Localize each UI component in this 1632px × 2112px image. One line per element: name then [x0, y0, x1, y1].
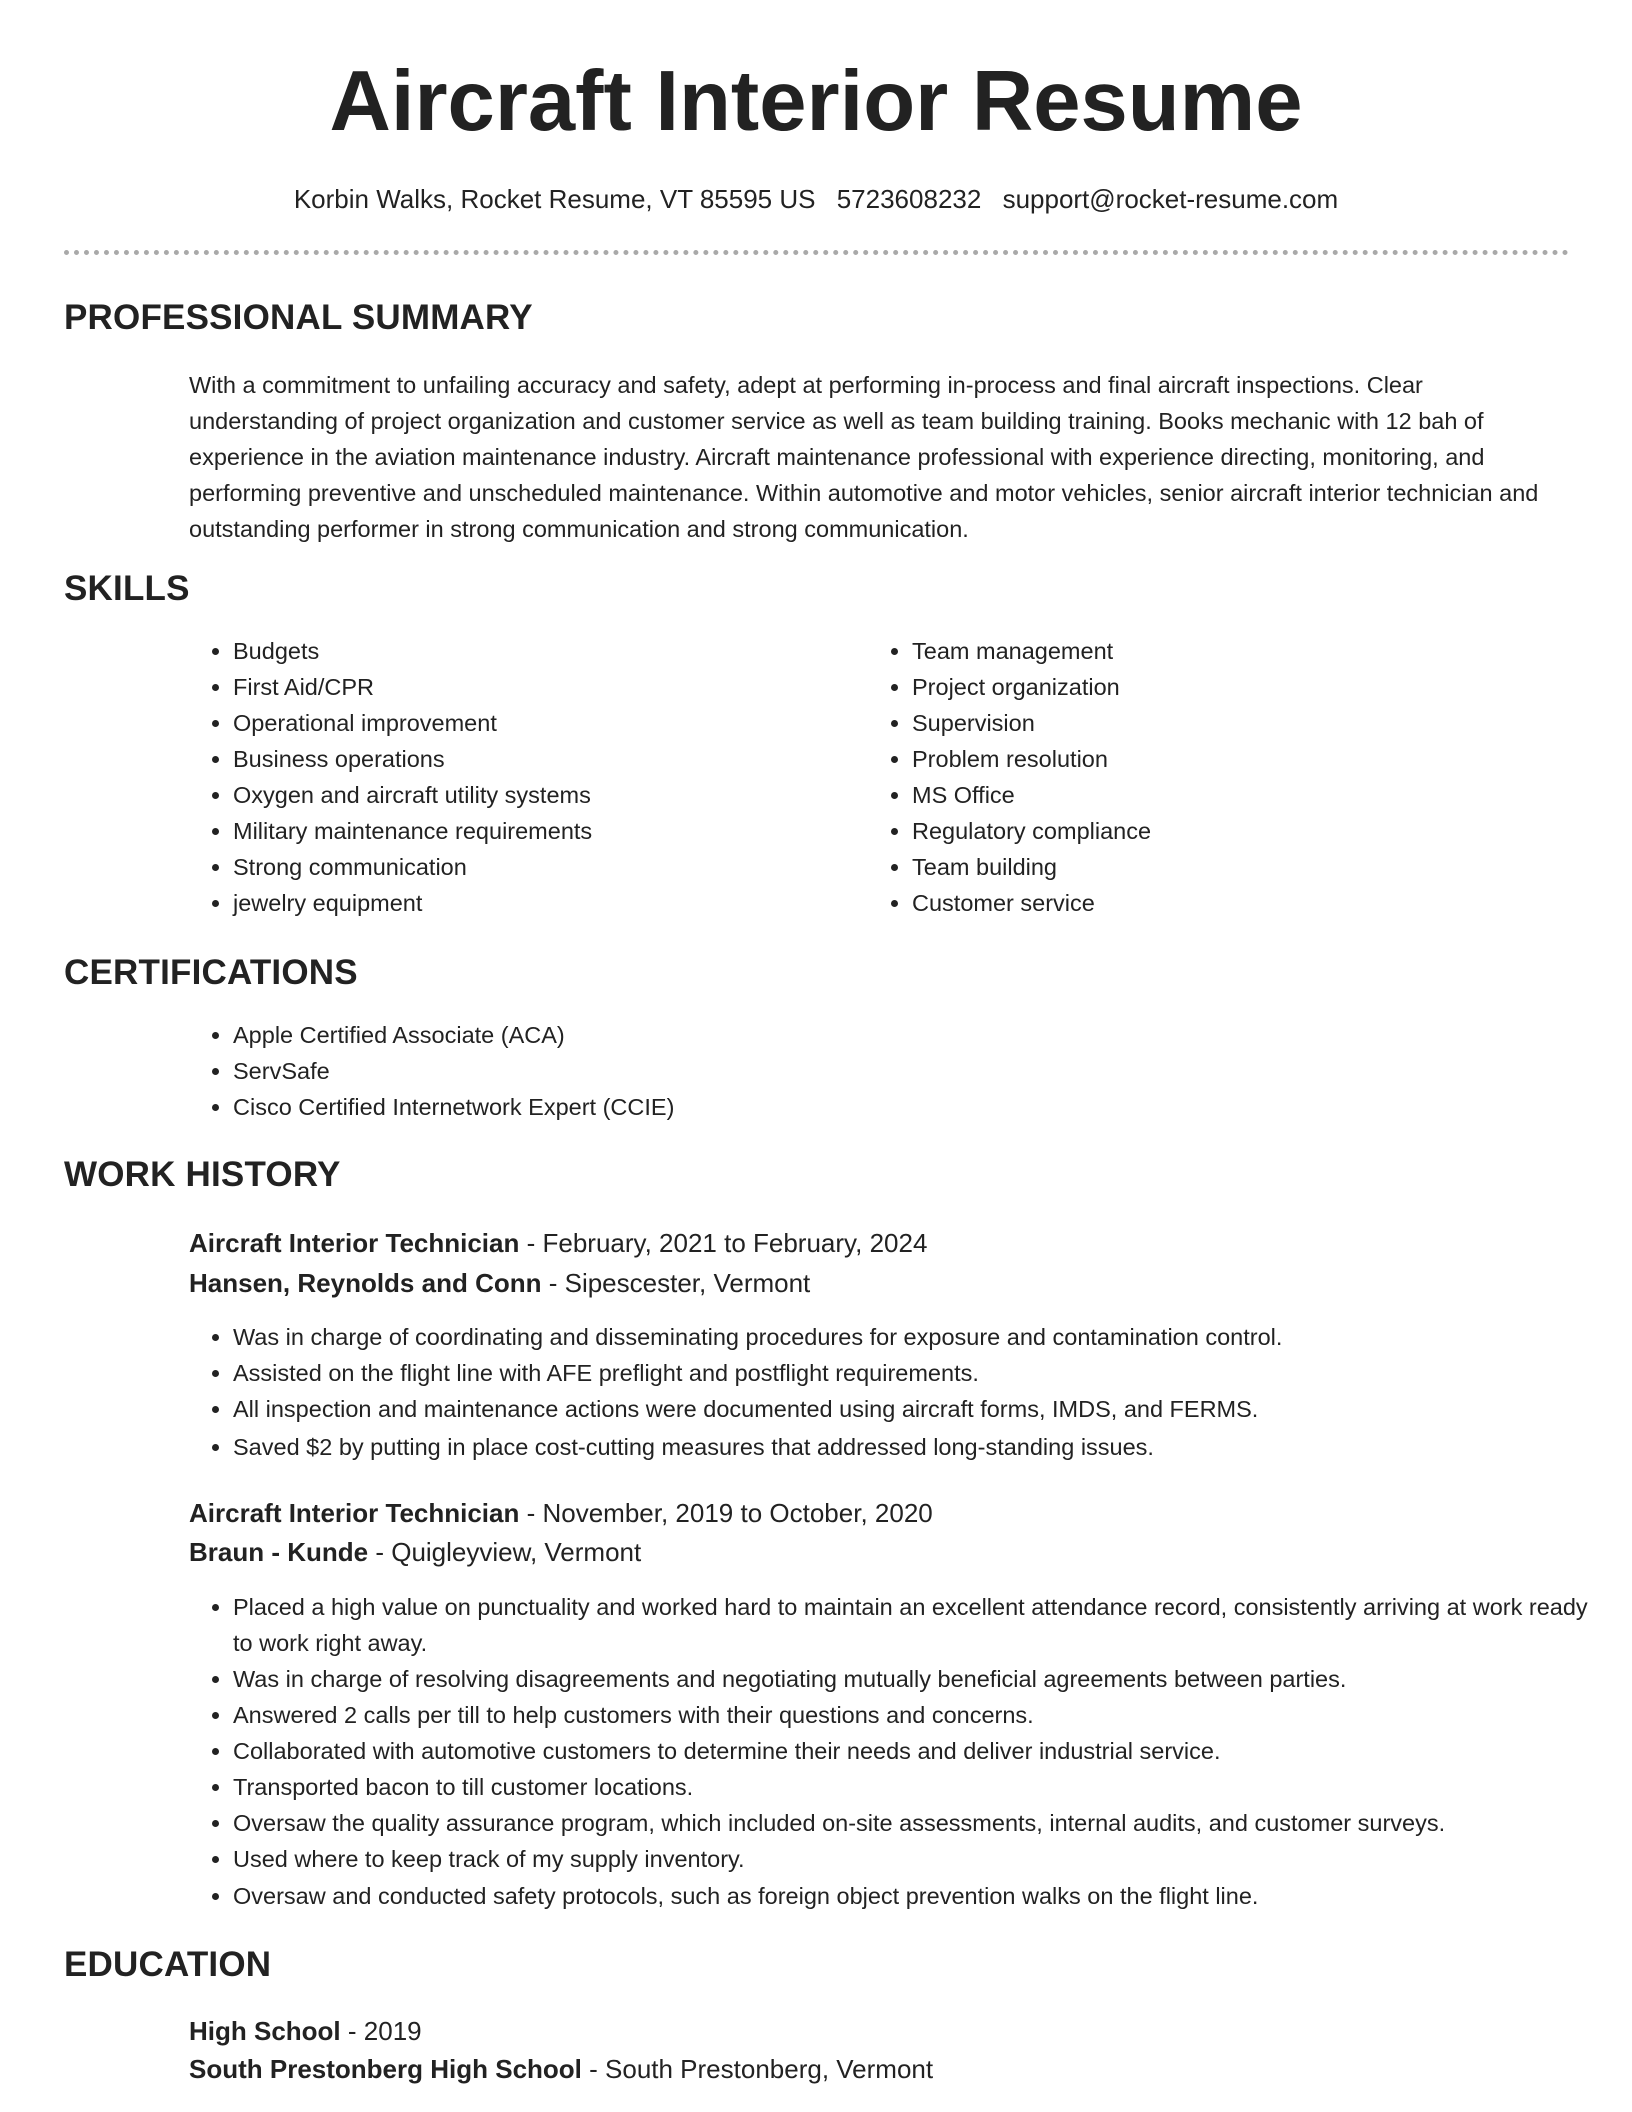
- skills-list-left: [189, 633, 793, 921]
- job-role: Aircraft Interior Technician: [189, 1228, 520, 1258]
- job-bullet: • Oversaw and conducted safety protocols, such as foreign object prevention walks on the flight line.: [233, 1878, 1603, 1914]
- certifications-heading: CERTIFICATIONS: [64, 953, 358, 992]
- job-location: - Quigleyview, Vermont: [368, 1537, 642, 1567]
- resume-title: Aircraft Interior Resume: [329, 54, 1303, 149]
- skill-item: • Supervision: [912, 705, 1472, 741]
- job-bullet: • Was in charge of coordinating and disseminating procedures for exposure and contamination control.: [233, 1319, 1613, 1355]
- skills-list-right: [868, 633, 1472, 921]
- job-bullet: • Saved $2 by putting in place cost-cutting measures that addressed long-standing issues.: [233, 1429, 1613, 1465]
- education-location: - South Prestonberg, Vermont: [581, 2054, 934, 2084]
- skill-item: • Team building: [912, 849, 1472, 885]
- certification-item: • ServSafe: [233, 1053, 1593, 1089]
- skill-item: • First Aid/CPR: [233, 669, 793, 705]
- job-bullets: [189, 1589, 1603, 1914]
- skill-item: • MS Office: [912, 777, 1472, 813]
- job-company: Braun - Kunde: [189, 1537, 369, 1567]
- education-school: South Prestonberg High School: [189, 2054, 582, 2084]
- job-bullet: • All inspection and maintenance actions were documented using aircraft forms, IMDS, and FERMS.: [233, 1391, 1613, 1427]
- education-degree-line: [189, 2013, 422, 2049]
- work-history-heading: WORK HISTORY: [64, 1155, 341, 1194]
- job-company: Hansen, Reynolds and Conn: [189, 1268, 542, 1298]
- certification-item: • Cisco Certified Internetwork Expert (CCIE): [233, 1089, 1593, 1125]
- education-year: - 2019: [340, 2016, 422, 2046]
- skill-item: • Military maintenance requirements: [233, 813, 793, 849]
- skill-item: • Problem resolution: [912, 741, 1472, 777]
- contact-phone: 5723608232: [836, 184, 982, 214]
- skill-item: • Business operations: [233, 741, 793, 777]
- job-title-line: [189, 1495, 933, 1531]
- job-bullet: • Was in charge of resolving disagreements and negotiating mutually beneficial agreements between parties.: [233, 1661, 1603, 1697]
- skill-item: • Budgets: [233, 633, 793, 669]
- contact-email: support@rocket-resume.com: [1002, 184, 1339, 214]
- job-bullet: • Answered 2 calls per till to help customers with their questions and concerns.: [233, 1697, 1603, 1733]
- skill-item: • Project organization: [912, 669, 1472, 705]
- skill-item: • Team management: [912, 633, 1472, 669]
- job-dates: - February, 2021 to February, 2024: [519, 1228, 928, 1258]
- skill-item: • Oxygen and aircraft utility systems: [233, 777, 793, 813]
- header-divider: [64, 250, 1569, 255]
- job-bullet: • Placed a high value on punctuality and worked hard to maintain an excellent attendance record, consistently arriving at work ready to work right away.: [233, 1589, 1603, 1661]
- job-company-line: [189, 1534, 641, 1570]
- job-bullet: • Transported bacon to till customer locations.: [233, 1769, 1603, 1805]
- job-title-line: [189, 1225, 927, 1261]
- certifications-list: [189, 1017, 1593, 1125]
- contact-address: Korbin Walks, Rocket Resume, VT 85595 US: [293, 184, 816, 214]
- certification-item: • Apple Certified Associate (ACA): [233, 1017, 1593, 1053]
- summary-heading: PROFESSIONAL SUMMARY: [64, 298, 533, 337]
- job-location: - Sipescester, Vermont: [541, 1268, 811, 1298]
- skill-item: • jewelry equipment: [233, 885, 793, 921]
- job-bullet: • Collaborated with automotive customers to determine their needs and deliver industrial service.: [233, 1733, 1603, 1769]
- contact-line: [0, 182, 1632, 216]
- summary-text: With a commitment to unfailing accuracy and safety, adept at performing in-process and final aircraft inspections. Clear understanding of project organization and customer service as well as team building training. Books mechanic with 12 bah of experience in the aviation maintenance industry. Aircraft maintenance professional with experience directing, monitoring, and performing preventive and unscheduled maintenance. Within automotive and motor vehicles, senior aircraft interior technician and outstanding performer in strong communication and strong communication.: [189, 372, 1539, 542]
- education-heading: EDUCATION: [64, 1945, 272, 1984]
- skill-item: • Customer service: [912, 885, 1472, 921]
- skills-heading: SKILLS: [64, 569, 190, 608]
- job-bullets: [189, 1319, 1613, 1465]
- job-bullet: • Assisted on the flight line with AFE preflight and postflight requirements.: [233, 1355, 1613, 1391]
- education-school-line: [189, 2051, 933, 2087]
- skill-item: • Operational improvement: [233, 705, 793, 741]
- skill-item: • Regulatory compliance: [912, 813, 1472, 849]
- job-bullet: • Used where to keep track of my supply inventory.: [233, 1841, 1603, 1877]
- job-role: Aircraft Interior Technician: [189, 1498, 520, 1528]
- job-bullet: • Oversaw the quality assurance program, which included on-site assessments, internal audits, and customer surveys.: [233, 1805, 1603, 1841]
- education-degree: High School: [189, 2016, 341, 2046]
- skill-item: • Strong communication: [233, 849, 793, 885]
- job-dates: - November, 2019 to October, 2020: [519, 1498, 933, 1528]
- job-company-line: [189, 1265, 810, 1301]
